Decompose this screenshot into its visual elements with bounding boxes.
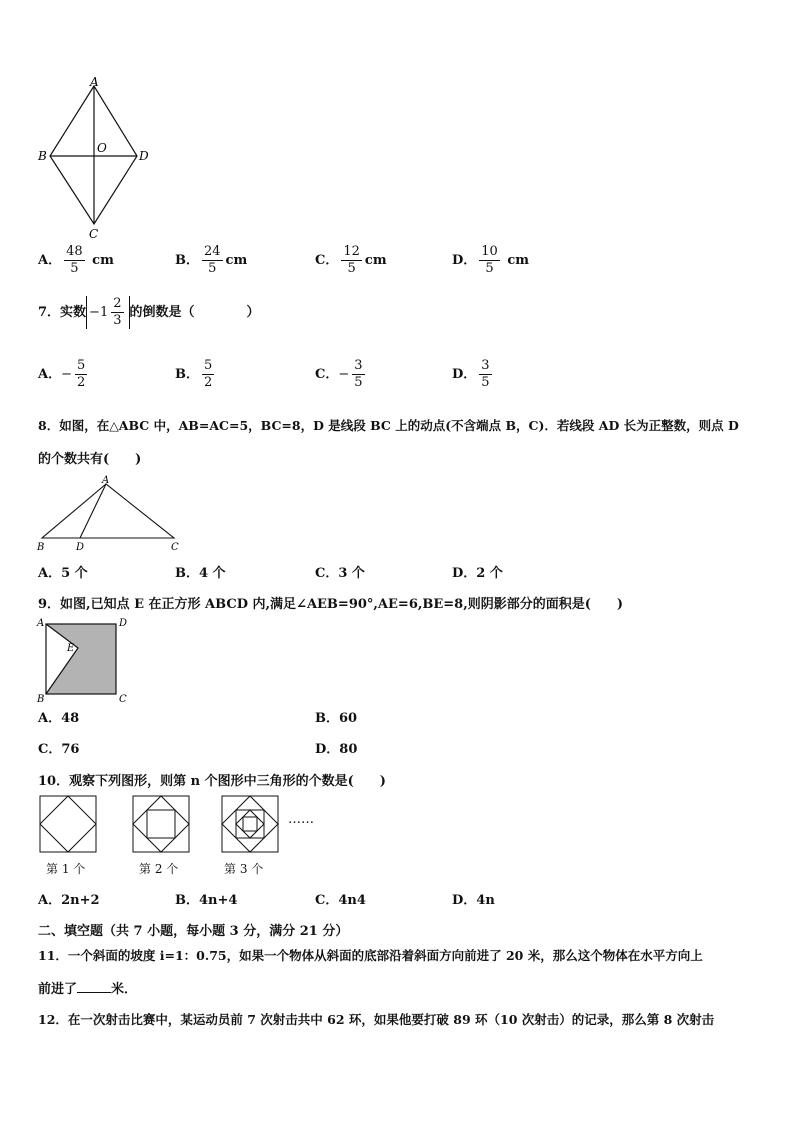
- q6-option-a[interactable]: [38, 244, 114, 277]
- q8-option-c[interactable]: C．3 个: [315, 566, 365, 581]
- q10-question: 10．观察下列图形，则第 n 个图形中三角形的个数是( ): [38, 774, 386, 789]
- absolute-value: −1 $\frac{2}{3}$: [86, 296, 129, 329]
- rhombus-label-a: A: [90, 76, 99, 89]
- pattern-label-2: 第 2 个: [139, 862, 179, 876]
- triangle-label-b: B: [37, 542, 45, 553]
- rhombus-label-c: C: [89, 227, 99, 241]
- pattern-ellipsis: ……: [288, 812, 314, 827]
- fraction: $\frac{48}{5}$: [66, 244, 83, 276]
- q10-option-d[interactable]: D．4n: [452, 893, 495, 908]
- pattern-label-1: 第 1 个: [46, 862, 86, 876]
- unit: cm: [225, 253, 248, 268]
- q10-option-c[interactable]: C．4n4: [315, 893, 366, 908]
- q7-option-d[interactable]: D． $\frac{3}{5}$: [452, 358, 490, 390]
- q8-question-line2: 的个数共有( ): [38, 452, 142, 467]
- triangle-figure: [34, 474, 184, 554]
- rhombus-label-o: O: [97, 141, 107, 155]
- fraction: $\frac{24}{5}$: [204, 244, 221, 276]
- unit: cm: [507, 253, 530, 268]
- q7-question: [38, 296, 260, 329]
- rhombus-label-b: B: [38, 149, 47, 163]
- q6-option-b[interactable]: [175, 244, 247, 277]
- triangle-label-a: A: [102, 475, 110, 486]
- pattern-figure-3: [220, 794, 282, 856]
- q7-option-c[interactable]: C．− $\frac{3}{5}$: [315, 358, 363, 390]
- q9-option-d[interactable]: D．80: [315, 742, 358, 757]
- q9-option-b[interactable]: B．60: [315, 711, 358, 726]
- q7-option-b[interactable]: B． $\frac{5}{2}$: [175, 358, 213, 390]
- q7-option-a[interactable]: A．− $\frac{5}{2}$: [38, 358, 86, 390]
- square-label-a: A: [37, 618, 45, 629]
- q11-question-line2: 前进了 米．: [38, 982, 138, 997]
- option-letter: D．: [452, 253, 477, 268]
- square-label-d: D: [119, 618, 128, 629]
- square-label-b: B: [37, 694, 45, 705]
- square-figure: [34, 614, 134, 706]
- pattern-figure-2: [131, 794, 193, 856]
- q8-option-d[interactable]: D．2 个: [452, 566, 503, 581]
- square-label-c: C: [119, 694, 127, 705]
- triangle-label-c: C: [171, 542, 179, 553]
- q10-option-b[interactable]: B．4n+4: [175, 893, 238, 908]
- fraction: $\frac{12}{5}$: [343, 244, 360, 276]
- triangle-label-d: D: [76, 542, 85, 553]
- q6-option-c[interactable]: [315, 244, 387, 277]
- q9-question: 9．如图,已知点 E 在正方形 ABCD 内,满足∠AEB=90°,AE=6,BE=8,则阴影部分的面积是( ): [38, 597, 624, 612]
- option-letter: C．: [315, 253, 339, 268]
- square-label-e: E: [67, 643, 75, 654]
- q11-question-line1: 11．一个斜面的坡度 i=1：0.75，如果一个物体从斜面的底部沿着斜面方向前进了 20 米，那么这个物体在水平方向上: [38, 948, 703, 963]
- rhombus-figure: [32, 76, 162, 241]
- q9-option-a[interactable]: A．48: [38, 711, 80, 726]
- rhombus-label-d: D: [139, 149, 149, 163]
- q9-option-c[interactable]: C．76: [38, 742, 80, 757]
- q7-prefix: 7．实数: [38, 305, 87, 320]
- answer-blank[interactable]: [77, 992, 111, 993]
- q12-question-line1: 12．在一次射击比赛中，某运动员前 7 次射击共中 62 环，如果他要打破 89 环（10 次射击）的记录，那么第 8 次射击: [38, 1012, 715, 1027]
- q6-option-d[interactable]: [452, 244, 529, 277]
- unit: cm: [92, 253, 114, 268]
- q8-option-a[interactable]: A．5 个: [38, 566, 88, 581]
- option-letter: A．: [38, 253, 62, 268]
- unit: cm: [364, 253, 387, 268]
- q7-suffix: 的倒数是（ ）: [129, 305, 260, 320]
- q8-option-b[interactable]: B．4 个: [175, 566, 226, 581]
- pattern-label-3: 第 3 个: [224, 862, 264, 876]
- fraction: $\frac{10}{5}$: [481, 244, 498, 276]
- option-letter: B．: [175, 253, 199, 268]
- pattern-figure-1: [38, 794, 100, 856]
- q8-question-line1: 8．如图，在△ABC 中，AB=AC=5，BC=8，D 是线段 BC 上的动点(不含端点 B，C)．若线段 AD 长为正整数，则点 D: [38, 418, 739, 433]
- q10-option-a[interactable]: A．2n+2: [38, 893, 100, 908]
- section-heading: 二、填空题（共 7 小题，每小题 3 分，满分 21 分）: [38, 924, 349, 939]
